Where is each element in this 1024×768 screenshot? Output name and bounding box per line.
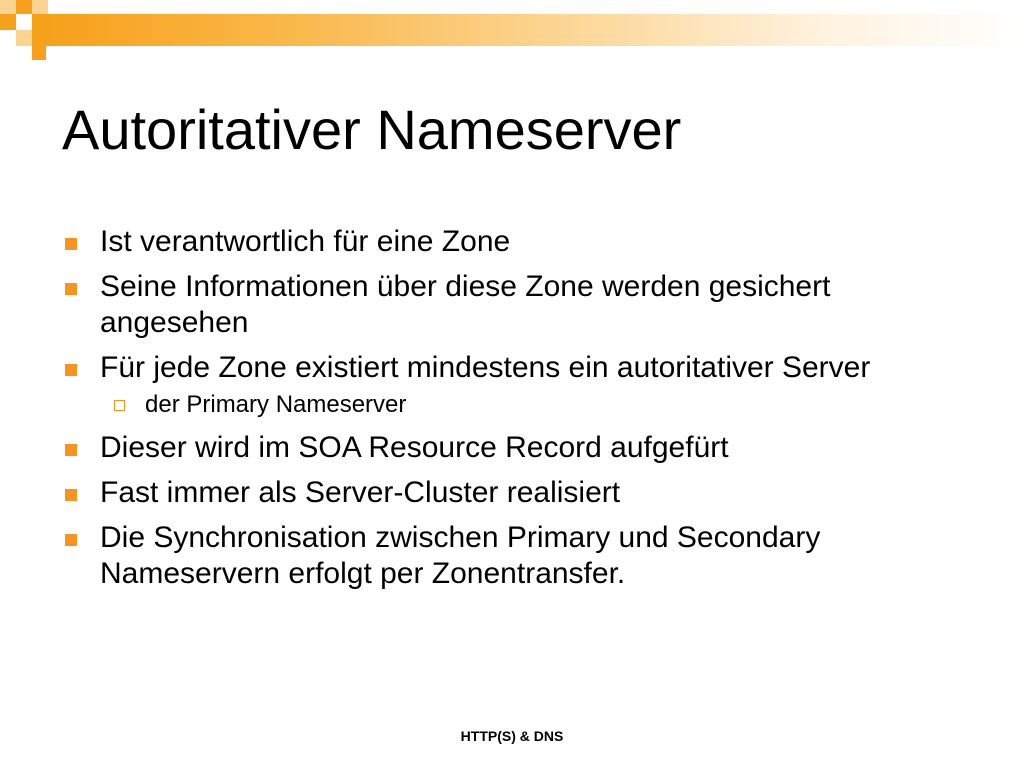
deco-square (0, 14, 16, 30)
hollow-square-bullet-icon (114, 400, 125, 411)
list-item-text: Ist verantwortlich für eine Zone (100, 225, 511, 258)
list-item (62, 475, 962, 511)
list-item (62, 269, 962, 341)
gradient-band (48, 14, 1024, 46)
square-bullet-icon (65, 489, 77, 501)
square-bullet-icon (65, 364, 77, 376)
deco-square (32, 0, 48, 14)
deco-square (16, 30, 32, 46)
list-item-text: Seine Informationen über diese Zone werden gesichert angesehen (100, 270, 831, 339)
square-bullet-icon (65, 534, 77, 546)
deco-square (32, 46, 46, 60)
list-item (62, 430, 962, 466)
square-bullet-icon (65, 283, 77, 295)
square-bullet-icon (65, 444, 77, 456)
list-item (62, 520, 962, 592)
deco-square (0, 0, 16, 14)
slide-title: Autoritativer Nameserver (62, 98, 682, 161)
sub-list-item (62, 390, 962, 420)
list-item (62, 224, 962, 260)
bullet-list (62, 224, 962, 601)
list-item-text: Dieser wird im SOA Resource Record aufgefürt (100, 431, 729, 464)
list-item-text: Die Synchronisation zwischen Primary und Secondary Nameservern erfolgt per Zonentransfer. (100, 521, 821, 590)
deco-square (16, 0, 32, 14)
deco-square (32, 30, 48, 46)
list-item-text: Für jede Zone existiert mindestens ein autoritativer Server (100, 351, 871, 384)
deco-square (32, 14, 48, 30)
square-bullet-icon (65, 238, 77, 250)
list-item-text: Fast immer als Server-Cluster realisiert (100, 476, 621, 509)
sub-list-item-text: der Primary Nameserver (145, 391, 407, 418)
decorative-header (0, 0, 1024, 64)
slide-footer: HTTP(S) & DNS (460, 728, 564, 744)
list-item (62, 350, 962, 386)
